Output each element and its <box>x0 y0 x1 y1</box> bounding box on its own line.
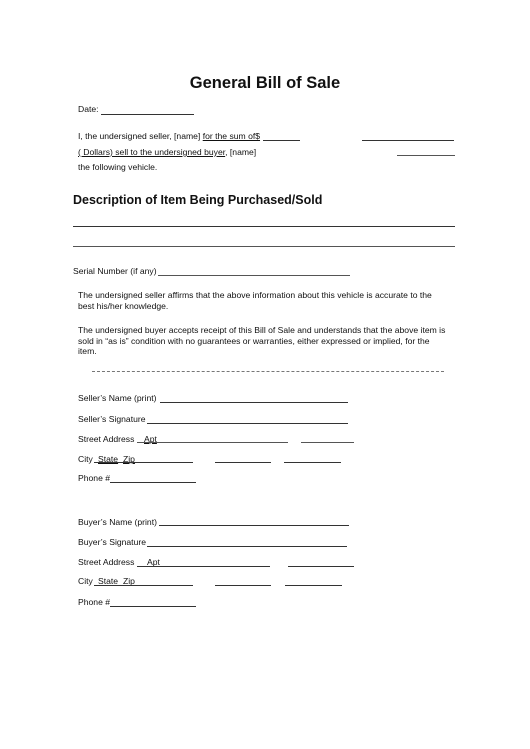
buyer-city-field[interactable] <box>94 585 193 586</box>
seller-statement <box>78 131 260 142</box>
seller-city-field[interactable] <box>94 462 193 463</box>
date-label: Date: <box>78 104 99 114</box>
description-line-2[interactable] <box>73 246 455 247</box>
buyer-zip-field[interactable] <box>285 585 342 586</box>
description-line-1[interactable] <box>73 226 455 227</box>
seller-street-label: Street Address <box>78 434 135 444</box>
description-heading: Description of Item Being Purchased/Sold <box>73 193 323 207</box>
serial-number-label: Serial Number (if any) <box>73 266 157 276</box>
seller-statement-prefix: I, the undersigned seller, [name] <box>78 131 201 141</box>
sum-field[interactable] <box>263 140 300 141</box>
seller-street-field[interactable] <box>137 442 288 443</box>
buyer-street-label: Street Address <box>78 557 135 567</box>
seller-zip-label: Zip <box>123 454 135 464</box>
seller-signature-field[interactable] <box>147 423 348 424</box>
dollars-label: ( Dollars) sell to the undersigned buyer <box>78 147 226 157</box>
buyer-street-field[interactable] <box>137 566 270 567</box>
sum-label: for the sum of$ <box>202 131 261 141</box>
buyer-state-label: State <box>98 576 119 586</box>
seller-state-label: State <box>98 454 119 464</box>
buyer-signature-field[interactable] <box>147 546 347 547</box>
date-field[interactable] <box>101 114 194 115</box>
seller-signature-label: Seller’s Signature <box>78 414 146 424</box>
buyer-name-label: Buyer’s Name (print) <box>78 517 157 527</box>
buyer-acceptance: The undersigned buyer accepts receipt of this Bill of Sale and understands that the above item is sold in “as is” condition with no guarantees or warranties, either expressed or implied, for the item. <box>78 325 446 356</box>
seller-zip-field[interactable] <box>284 462 341 463</box>
seller-print-name-field[interactable] <box>160 402 348 403</box>
buyer-name-suffix: , [name] <box>225 147 257 157</box>
dollars-statement <box>78 147 256 158</box>
seller-name-label: Seller’s Name (print) <box>78 393 157 403</box>
buyer-print-name-field[interactable] <box>159 525 349 526</box>
seller-affirmation: The undersigned seller affirms that the above information about this vehicle is accurate to the best his/her knowledge. <box>78 290 432 311</box>
seller-phone-label: Phone # <box>78 473 111 483</box>
buyer-name-field[interactable] <box>397 155 455 156</box>
section-divider <box>92 371 444 372</box>
seller-apt-label: Apt <box>144 434 157 444</box>
buyer-apt-label: Apt <box>147 557 160 567</box>
buyer-phone-field[interactable] <box>110 606 196 607</box>
buyer-zip-label: Zip <box>123 576 135 586</box>
buyer-apt-field[interactable] <box>288 566 354 567</box>
serial-number-field[interactable] <box>158 275 350 276</box>
buyer-state-field[interactable] <box>215 585 271 586</box>
seller-name-field[interactable] <box>362 140 454 141</box>
seller-state-field[interactable] <box>215 462 271 463</box>
seller-city-label: City <box>78 454 93 464</box>
document-title: General Bill of Sale <box>189 74 341 92</box>
buyer-signature-label: Buyer’s Signature <box>78 537 146 547</box>
seller-phone-field[interactable] <box>110 482 196 483</box>
seller-apt-field[interactable] <box>301 442 354 443</box>
buyer-city-label: City <box>78 576 93 586</box>
vehicle-statement: the following vehicle. <box>78 162 158 172</box>
buyer-phone-label: Phone # <box>78 597 111 607</box>
